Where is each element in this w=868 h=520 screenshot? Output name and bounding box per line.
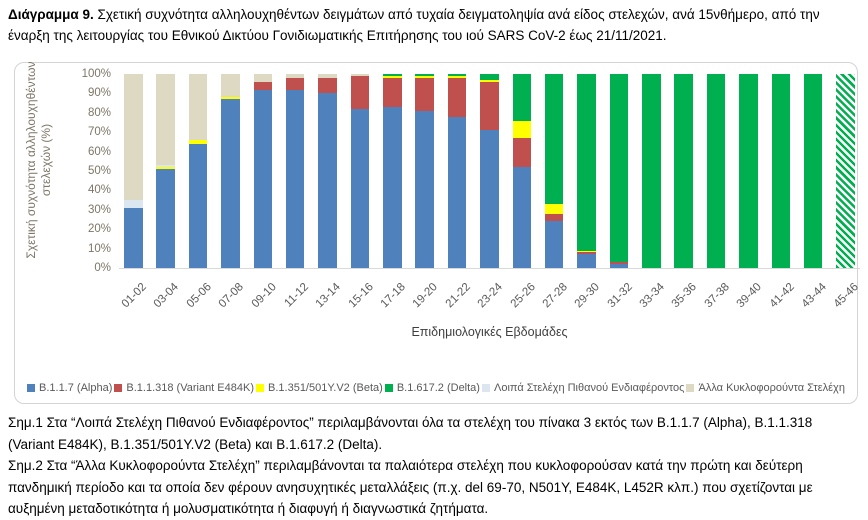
x-tick-07-08 <box>216 279 247 325</box>
x-tick-29-30 <box>572 279 603 325</box>
x-tick-15-16 <box>346 279 376 325</box>
x-tick-37-38 <box>702 279 732 325</box>
x-tick-label: 21-22 <box>443 281 473 311</box>
legend-item <box>114 382 254 394</box>
bar-segment <box>707 74 726 268</box>
x-tick-label: 39-40 <box>734 281 765 311</box>
figure-caption <box>8 4 862 46</box>
legend-swatch-icon <box>114 384 122 392</box>
x-tick-label: 27-28 <box>540 281 570 311</box>
bar-segment <box>124 200 143 208</box>
legend-swatch-icon <box>385 384 393 392</box>
chart <box>14 61 862 404</box>
x-tick-label: 41-42 <box>767 281 797 311</box>
bar-segment <box>254 90 273 268</box>
bar-segment <box>545 221 564 268</box>
x-tick-label: 33-34 <box>637 281 667 311</box>
bar-23-24 <box>480 74 499 268</box>
bar-segment <box>448 78 467 117</box>
bar-segment <box>674 74 693 268</box>
bar-segment <box>448 117 467 268</box>
bar-43-44 <box>804 74 823 268</box>
footnote-1: Σημ.1 Στα “Λοιπά Στελέχη Πιθανού Ενδιαφέροντος” περιλαμβάνονται όλα τα στελέχη του πίνακα 3 εκτός των B.1.1.7 (Alpha), B.1.1.318 (Variant E484K), B.1.351/501Y.V2 (Beta) και B.1.617.2 (Delta). <box>8 415 813 452</box>
bar-39-40 <box>739 74 758 268</box>
x-tick-label: 01-02 <box>119 281 149 311</box>
x-tick-01-02 <box>119 279 149 325</box>
y-tick-label: 20% <box>87 223 111 236</box>
bar-45-46 <box>836 74 855 268</box>
bar-segment <box>383 107 402 268</box>
bar-segment <box>739 74 758 268</box>
x-tick-09-10 <box>249 279 279 325</box>
x-tick-11-12 <box>282 279 311 325</box>
bars <box>119 74 860 268</box>
bar-29-30 <box>577 74 596 268</box>
x-tick-21-22 <box>443 279 473 325</box>
x-tick-19-20 <box>411 279 441 325</box>
x-tick-label: 43-44 <box>799 281 829 311</box>
bar-segment <box>545 74 564 204</box>
x-tick-label: 29-30 <box>572 281 603 311</box>
x-tick-27-28 <box>540 279 570 325</box>
x-tick-label: 23-24 <box>475 281 506 311</box>
bar-segment <box>383 78 402 107</box>
y-tick-label: 30% <box>87 203 111 216</box>
x-tick-43-44 <box>799 279 829 325</box>
bar-segment <box>577 254 596 268</box>
y-axis-title: Σχετική συχνότητα αλληλουχηθέντων στελεχών (%) <box>24 61 53 259</box>
bar-01-02 <box>124 74 143 268</box>
legend-swatch-icon <box>686 384 694 392</box>
bar-segment <box>480 82 499 131</box>
x-tick-35-36 <box>670 279 700 325</box>
figure-caption-label: Διάγραμμα 9. <box>8 7 94 22</box>
bar-17-18 <box>383 74 402 268</box>
bar-09-10 <box>254 74 273 268</box>
bar-segment <box>513 121 532 138</box>
bar-segment <box>254 74 273 82</box>
bar-segment <box>286 90 305 268</box>
x-tick-label: 09-10 <box>249 281 279 311</box>
bar-segment <box>545 214 564 222</box>
y-tick-label: 0% <box>94 262 111 274</box>
legend-item <box>686 382 844 394</box>
legend-label: B.1.617.2 (Delta) <box>396 382 480 394</box>
y-axis-ticks <box>15 68 113 274</box>
legend-label: B.1.1.318 (Variant E484K) <box>126 382 254 394</box>
x-tick-25-26 <box>508 279 538 325</box>
legend-item <box>482 382 684 394</box>
legend-swatch-icon <box>256 384 264 392</box>
bar-19-20 <box>415 74 434 268</box>
bar-segment <box>254 82 273 90</box>
y-tick-label: 100% <box>81 68 111 80</box>
x-tick-17-18 <box>378 279 408 325</box>
legend-label: Άλλα Κυκλοφορούντα Στελέχη <box>698 382 845 394</box>
bar-segment <box>836 74 855 268</box>
bar-15-16 <box>351 74 370 268</box>
footnotes <box>8 412 862 520</box>
bar-segment <box>124 208 143 268</box>
bar-25-26 <box>513 74 532 268</box>
bar-03-04 <box>156 74 175 268</box>
bar-segment <box>351 109 370 268</box>
legend-swatch-icon <box>482 384 490 392</box>
bar-segment <box>156 74 175 165</box>
y-tick-label: 10% <box>87 242 111 255</box>
bar-segment <box>804 74 823 268</box>
legend-item <box>27 382 112 394</box>
bar-segment <box>221 74 240 97</box>
x-axis-title: Επιδημιολογικές Εβδομάδες <box>411 325 568 339</box>
bar-segment <box>124 74 143 200</box>
bar-segment <box>318 93 337 268</box>
bar-segment <box>189 144 208 268</box>
bar-segment <box>221 99 240 268</box>
y-tick-label: 50% <box>87 165 111 177</box>
bar-13-14 <box>318 74 337 268</box>
footnote-2: Σημ.2 Στα “Άλλα Κυκλοφορούντα Στελέχη” περιλαμβάνονται τα παλαιότερα στελέχη που κυκλοφορούσαν κατά την πρώτη και δεύτερη πανδημική περίοδο και τα οποία δεν φέρουν ανησυχητικές μεταλλάξεις (π.χ. del 69-70, N501Y, E484K, L452R κλπ.) που σχετίζονται με αυξημένη μεταδοτικότητα ή μολυσματικότητα ή διαφυγή ή διαγνωστικά ζητήματα. <box>8 458 813 516</box>
bar-05-06 <box>189 74 208 268</box>
legend <box>27 380 845 396</box>
bar-segment <box>545 204 564 214</box>
bar-37-38 <box>707 74 726 268</box>
bar-41-42 <box>772 74 791 268</box>
bar-segment <box>772 74 791 268</box>
x-tick-label: 19-20 <box>411 281 441 311</box>
y-tick-label: 90% <box>87 87 111 100</box>
x-tick-39-40 <box>734 279 765 325</box>
x-tick-31-32 <box>605 279 635 325</box>
x-tick-41-42 <box>767 279 797 325</box>
bar-segment <box>189 74 208 140</box>
bar-segment <box>642 74 661 268</box>
bar-31-32 <box>610 74 629 268</box>
y-tick-label: 80% <box>87 106 111 119</box>
y-tick-label: 70% <box>87 126 111 139</box>
legend-item <box>256 382 383 394</box>
bar-segment <box>513 74 532 121</box>
x-tick-label: 31-32 <box>605 281 635 311</box>
x-tick-label: 07-08 <box>216 281 247 311</box>
bar-segment <box>577 74 596 251</box>
x-tick-05-06 <box>184 279 214 325</box>
legend-label: Λοιπά Στελέχη Πιθανού Ενδιαφέροντος <box>493 382 685 394</box>
x-tick-label: 17-18 <box>378 281 408 311</box>
bar-07-08 <box>221 74 240 268</box>
bar-11-12 <box>286 74 305 268</box>
bar-33-34 <box>642 74 661 268</box>
bar-segment <box>286 78 305 90</box>
legend-item <box>385 382 480 394</box>
x-tick-13-14 <box>313 279 344 325</box>
y-tick-label: 40% <box>87 184 111 197</box>
bar-27-28 <box>545 74 564 268</box>
x-tick-label: 03-04 <box>152 281 182 311</box>
bar-segment <box>610 74 629 262</box>
bar-segment <box>415 111 434 268</box>
legend-swatch-icon <box>27 384 35 392</box>
figure-caption-text: Σχετική συχνότητα αλληλουχηθέντων δειγμάτων από τυχαία δειγματοληψία ανά είδος στελεχών, ανά 15νθήμερο, από την έναρξη της λειτουργίας του Εθνικού Δικτύου Γονιδιωματικής Επιτήρησης του ιού SARS CoV-2 έως 21/11/2021. <box>8 7 820 43</box>
bar-segment <box>318 78 337 94</box>
x-tick-23-24 <box>475 279 506 325</box>
bar-segment <box>513 167 532 268</box>
x-tick-label: 11-12 <box>282 281 311 310</box>
bar-segment <box>156 169 175 268</box>
bar-segment <box>610 264 629 268</box>
x-tick-label: 13-14 <box>313 281 344 311</box>
bar-35-36 <box>674 74 693 268</box>
legend-label: B.1.1.7 (Alpha) <box>39 382 113 394</box>
legend-label: B.1.351/501Y.V2 (Beta) <box>268 382 383 394</box>
x-tick-label: 15-16 <box>346 281 376 311</box>
bar-21-22 <box>448 74 467 268</box>
x-tick-33-34 <box>637 279 667 325</box>
bar-segment <box>415 78 434 111</box>
bar-segment <box>351 76 370 109</box>
x-tick-45-46 <box>831 279 862 325</box>
plot-area <box>119 74 860 269</box>
x-axis-ticks <box>119 279 860 325</box>
x-tick-03-04 <box>152 279 182 325</box>
x-tick-label: 37-38 <box>702 281 732 311</box>
bar-segment <box>513 138 532 167</box>
x-tick-label: 05-06 <box>184 281 214 311</box>
x-tick-label: 35-36 <box>670 281 700 311</box>
y-tick-label: 60% <box>87 145 111 158</box>
x-tick-label: 25-26 <box>508 281 538 311</box>
x-tick-label: 45-46 <box>831 281 862 311</box>
bar-segment <box>480 130 499 268</box>
